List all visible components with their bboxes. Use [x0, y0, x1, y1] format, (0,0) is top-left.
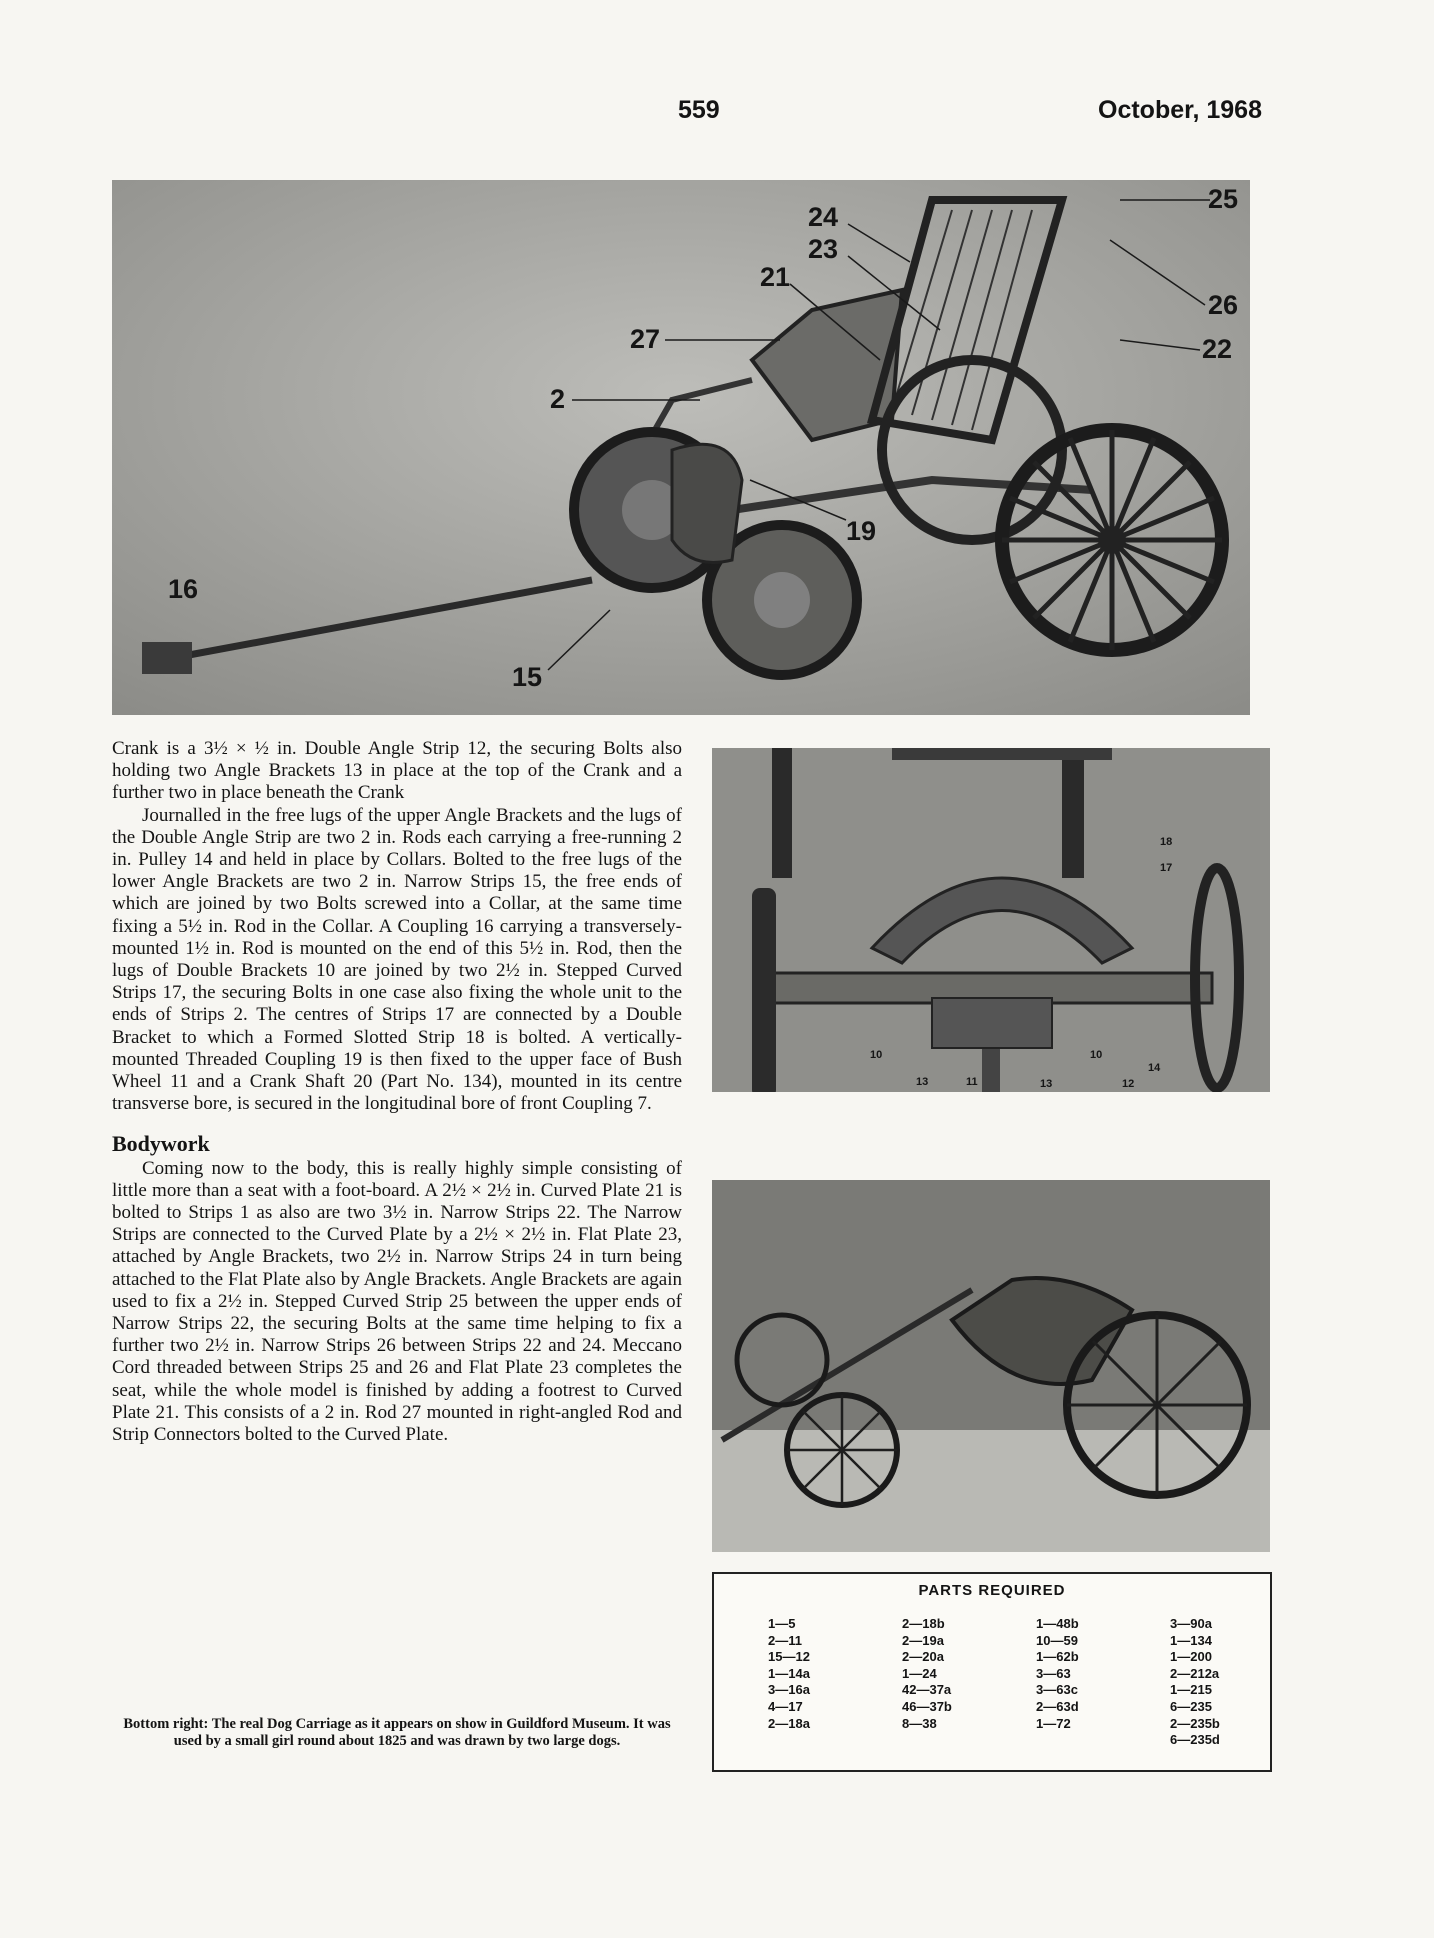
callout-2: 2 [550, 384, 566, 414]
callout-10-left: 10 [870, 1049, 883, 1061]
parts-column-1 [768, 1616, 810, 1732]
part-entry: 2—18b [902, 1616, 945, 1631]
part-entry: 1—62b [1036, 1649, 1079, 1665]
photo-caption: Bottom right: The real Dog Carriage as it appears on show in Guildford Museum. It was used by a small girl round about 1825 and was drawn by two large dogs. [123, 1716, 671, 1749]
parts-required-box [712, 1572, 1272, 1772]
part-entry: 15—12 [768, 1649, 810, 1665]
front-view-drawing [712, 748, 1270, 1092]
part-entry: 10—59 [1036, 1632, 1078, 1648]
callout-11: 11 [966, 1076, 978, 1088]
part-entry: 3—16a [768, 1682, 810, 1698]
museum-photo [712, 1180, 1270, 1552]
parts-column-4 [1170, 1616, 1220, 1749]
callout-leader-lines [0, 0, 1434, 760]
issue-date: October, 1968 [1098, 96, 1262, 124]
callout-22: 22 [1202, 334, 1233, 364]
part-entry: 1—24 [902, 1665, 937, 1681]
part-entry: 2—235b [1170, 1715, 1220, 1731]
section-heading-bodywork: Bodywork [112, 1131, 210, 1157]
callout-10-right: 10 [1090, 1049, 1103, 1061]
part-entry: 1—14a [768, 1665, 810, 1681]
callout-12: 12 [1122, 1078, 1135, 1090]
callout-21: 21 [760, 262, 791, 292]
callout-19: 19 [846, 516, 877, 546]
callout-15: 15 [512, 662, 543, 692]
parts-column-3 [1036, 1616, 1079, 1732]
front-view-photo [712, 748, 1270, 1092]
article-paragraph-bodywork: Coming now to the body, this is really highly simple consisting of little more than a seat with a foot-board. A 2½ × 2½ in. Curved Plate 21 is bolted to Strips 1 as also are two 3½ in. Narrow Strips 22. The Narrow Strips are connected to the Curved Plate by a 2½ × 2½ in. Flat Plate 23, attached by Angle Brackets, two 2½ in. Narrow Strips 24 in turn being attached to the Flat Plate also by Angle Brackets. Angle Brackets are again used to fix a 2½ in. Stepped Curved Strip 25 between the upper ends of Narrow Strips 22, the securing Bolts at the same time helping to fix a further two 2½ in. Narrow Strips 26 between Strips 22 and 24. Meccano Cord threaded between Strips 25 and 26 and Flat Plate 23 completes the seat, while the whole model is finished by adding a footrest to Curved Plate 21. This consists of a 2 in. Rod 27 mounted in right-angled Rod and Strip Connectors bolted to the Curved Plate. [112, 1157, 682, 1446]
parts-required-title: PARTS REQUIRED [918, 1582, 1066, 1599]
article-paragraph-2: Journalled in the free lugs of the upper Angle Brackets and the lugs of the Double Angle Strip are two 2 in. Rods each carrying a free-running 2 in. Pulley 14 and held in place by Collars. Bolted to the free lugs of the lower Angle Brackets are two 2 in. Narrow Strips 15, the free ends of which are joined by two Bolts screwed into a Collar, at the same time fixing a 5½ in. Rod in the Collar. A Coupling 16 carrying a transversely-mounted 1½ in. Rod is mounted on the end of this 5½ in. Rod, then the lugs of Double Brackets 10 are joined by two 2½ in. Stepped Curved Strips 17, the securing Bolts in one case also fixing the whole unit to the ends of Strips 2. The centres of Strips 17 are connected by a Double Bracket to which a Formed Slotted Strip 18 is bolted. A vertically-mounted Threaded Coupling 19 is then fixed to the upper face of Bush Wheel 11 and a Crank Shaft 20 (Part No. 134), mounted in its centre transverse bore, is secured in the longitudinal bore of front Coupling 7. [112, 804, 682, 1115]
part-entry: 1—48b [1036, 1616, 1079, 1631]
part-entry: 42—37a [902, 1682, 952, 1698]
part-entry: 3—63 [1036, 1665, 1071, 1681]
part-entry: 1—5 [768, 1616, 796, 1631]
part-entry: 2—20a [902, 1649, 944, 1665]
part-entry: 1—215 [1170, 1682, 1212, 1698]
page-number: 559 [678, 96, 720, 124]
part-entry: 4—17 [768, 1698, 803, 1714]
part-entry: 1—72 [1036, 1715, 1071, 1731]
part-entry: 2—19a [902, 1632, 944, 1648]
callout-23: 23 [808, 234, 839, 264]
part-entry: 2—212a [1170, 1665, 1220, 1681]
part-entry: 2—18a [768, 1715, 810, 1731]
part-entry: 2—11 [768, 1632, 802, 1648]
part-entry: 6—235d [1170, 1732, 1220, 1748]
part-entry: 3—90a [1170, 1616, 1212, 1631]
callout-16: 16 [168, 574, 199, 604]
article-body [112, 738, 682, 1446]
callout-25: 25 [1208, 184, 1239, 214]
part-entry: 8—38 [902, 1715, 937, 1731]
part-entry: 1—200 [1170, 1649, 1212, 1665]
museum-photo-drawing [712, 1180, 1270, 1552]
part-entry: 6—235 [1170, 1698, 1212, 1714]
parts-column-2 [902, 1616, 952, 1732]
part-entry: 1—134 [1170, 1632, 1212, 1648]
callout-13-right: 13 [1040, 1078, 1053, 1090]
article-paragraph-1: Crank is a 3½ × ½ in. Double Angle Strip 12, the securing Bolts also holding two Angle Brackets 13 in place at the top of the Crank and a further two in place beneath the Crank [112, 738, 682, 804]
callout-17: 17 [1160, 862, 1173, 874]
part-entry: 2—63d [1036, 1698, 1079, 1714]
callout-13-left: 13 [916, 1076, 929, 1088]
part-entry: 46—37b [902, 1698, 952, 1714]
callout-18: 18 [1160, 836, 1173, 848]
callout-24: 24 [808, 202, 839, 232]
part-entry: 3—63c [1036, 1682, 1078, 1698]
callout-26: 26 [1208, 290, 1239, 320]
callout-27: 27 [630, 324, 661, 354]
callout-14: 14 [1148, 1062, 1161, 1074]
